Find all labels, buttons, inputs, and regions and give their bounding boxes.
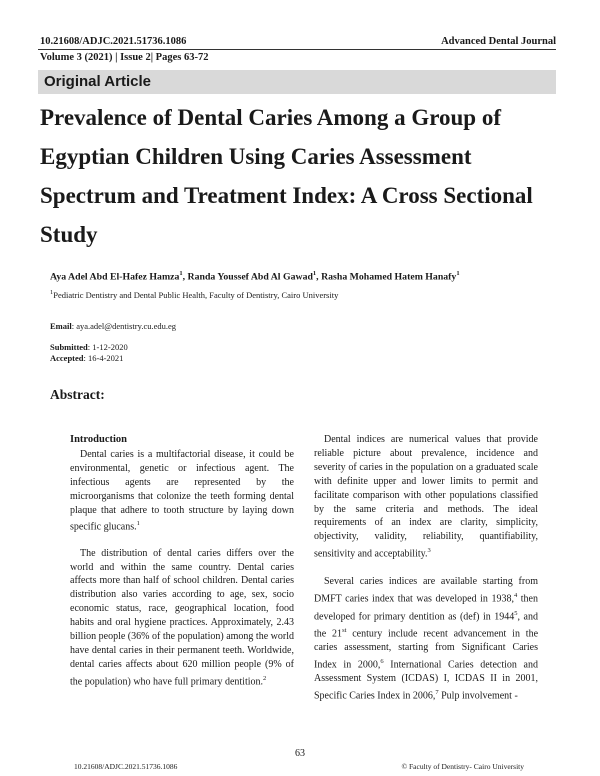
- submitted-date: : 1-12-2020: [87, 342, 128, 352]
- paragraph-text: , and the 21: [314, 610, 538, 640]
- citation-mark: 5: [514, 609, 518, 617]
- left-column: [70, 433, 294, 701]
- paragraph: [314, 575, 538, 703]
- author-affiliation-mark: 1: [179, 270, 183, 277]
- author-list: [50, 270, 570, 282]
- citation-mark: 7: [435, 689, 439, 697]
- author-name: Randa Youssef Abd Al Gawad: [187, 271, 313, 283]
- paragraph-text: then developed for primary dentition as (def) in 1944: [314, 593, 538, 622]
- header-doi: 10.21608/ADJC.2021.51736.1086: [40, 36, 187, 47]
- email-label: Email: [50, 321, 72, 331]
- right-column: [314, 433, 538, 715]
- author-affiliation-mark: 1: [456, 270, 460, 277]
- citation-mark: 2: [263, 674, 267, 682]
- article-title: Prevalence of Dental Caries Among a Group of Egyptian Children Using Caries Assessment Spectrum and Treatment Index: A Cross Sectional Study: [40, 105, 533, 247]
- author-separator: ,: [182, 271, 188, 283]
- page-number: 63: [295, 748, 305, 759]
- volume-info: Volume 3 (2021) | Issue 2| Pages 63-72: [40, 52, 209, 63]
- paragraph-text: century include recent advancement in the caries assessment, starting from Significant Caries Index in 2000,: [314, 628, 539, 671]
- author-separator: ,: [316, 271, 322, 283]
- citation-mark: 4: [513, 592, 518, 600]
- article-type-banner: [38, 70, 556, 94]
- email-line: [50, 321, 176, 331]
- author-name: Aya Adel Abd El-Hafez Hamza: [50, 271, 180, 283]
- article-type-label: Original Article: [44, 73, 151, 90]
- introduction-heading: Introduction: [70, 434, 127, 445]
- citation-mark: 1: [136, 520, 140, 528]
- submitted-line: [50, 342, 128, 352]
- paragraph: [314, 433, 538, 561]
- footer-copyright: © Faculty of Dentistry- Cairo University: [401, 762, 524, 771]
- affiliation: [50, 289, 338, 300]
- paragraph: [70, 547, 294, 689]
- header-rule: [38, 49, 556, 50]
- accepted-label: Accepted: [50, 353, 84, 363]
- paragraph-text: International Caries detection and Assessment System (ICDAS) I, ICDAS II in 2001, Specific Caries Index in 2006,: [314, 659, 538, 702]
- footer-doi: 10.21608/ADJC.2021.51736.1086: [74, 762, 178, 771]
- abstract-heading: Abstract:: [50, 387, 105, 402]
- submitted-label: Submitted: [50, 342, 88, 352]
- accepted-date: : 16-4-2021: [83, 353, 124, 363]
- header-journal-name: Advanced Dental Journal: [441, 36, 556, 47]
- email-link[interactable]: : aya.adel@dentistry.cu.edu.eg: [71, 321, 177, 331]
- author-affiliation-mark: 1: [312, 270, 317, 277]
- ordinal-suffix: st: [342, 626, 347, 634]
- paragraph-text: The distribution of dental caries differs over the world and within the same country. Dental caries affects more than half of school children. Dental caries distribution also varies according to age, sex, socio economic status, race, geographical location, food habits and oral hygiene practices. Approximately, 2.43 billion people (36% of the population) among the world have dental caries in their permanent teeth. Worldwide, dental caries affects about 620 million people (9% of the population) who have full primary dentition.: [70, 547, 294, 688]
- citation-mark: 6: [380, 658, 384, 665]
- author-name: Rasha Mohamed Hatem Hanafy: [321, 271, 457, 283]
- paragraph-text: Dental caries is a multifactorial disease, it could be environmental, genetic or infectious agent. The infectious agents are represented by the microorganisms that colonize the teeth forming dental plaque that adhere to tooth structure by laying down specific glucans.: [70, 448, 294, 533]
- paragraph-text: Dental indices are numerical values that provide reliable picture about prevalence, incidence and severity of caries in the population on a graduated scale with definite upper and lower limits to permit and facilitate comparison with other populations classified by the same criteria and methods. The ideal requirements of an index are clarity, simplicity, objectivity, validity, reliability, quantifiability, sensitivity and acceptability.: [314, 434, 538, 560]
- affiliation-text: Pediatric Dentistry and Dental Public Health, Faculty of Dentistry, Cairo University: [53, 289, 339, 300]
- citation-mark: 3: [427, 547, 431, 555]
- paragraph: [70, 448, 294, 535]
- paragraph-text: Several caries indices are available starting from DMFT caries index that was developed in 1938,: [314, 576, 538, 605]
- affiliation-mark: 1: [50, 289, 54, 296]
- accepted-line: [50, 353, 123, 363]
- paragraph-text: Pulp involvement -: [438, 690, 518, 702]
